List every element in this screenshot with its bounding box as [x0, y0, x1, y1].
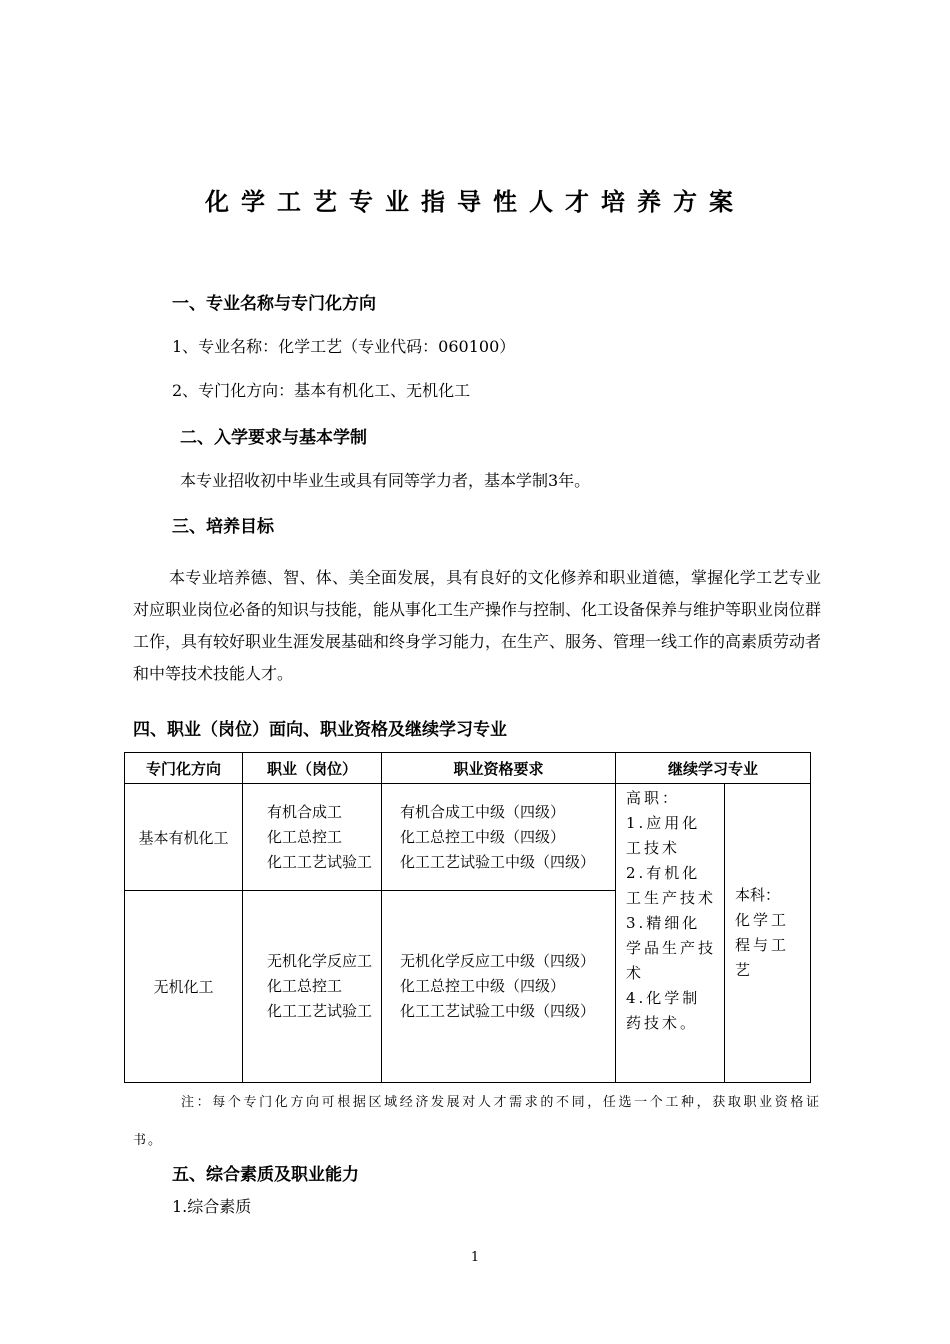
undergrad-major: 化学工程与工艺 [735, 911, 790, 979]
requirement-item: 无机化学反应工中级（四级） [400, 952, 596, 970]
job-item: 有机合成工 [267, 802, 343, 821]
undergrad-cell [725, 784, 811, 1083]
requirement-item: 化工工艺试验工中级（四级） [400, 852, 596, 871]
undergrad-label: 本科： [735, 886, 781, 904]
qualification-table [124, 752, 811, 1083]
requirement-cell [382, 891, 616, 1083]
requirement-cell [382, 784, 616, 891]
job-item: 化工总控工 [267, 977, 343, 995]
header-job: 职业（岗位） [243, 753, 382, 784]
higher-vocational-item: 4.化学制药技术。 [626, 989, 701, 1032]
higher-vocational-item: 1.应用化工技术 [626, 814, 701, 857]
higher-vocational-item: 3.精细化学品生产技术 [626, 914, 717, 982]
higher-vocational-label: 高职： [626, 789, 681, 807]
section-1-item-2: 2、专门化方向：基本有机化工、无机化工 [172, 381, 471, 400]
section-4-heading: 四、职业（岗位）面向、职业资格及继续学习专业 [133, 720, 507, 740]
page-title: 化学工艺专业指导性人才培养方案 [205, 188, 745, 216]
section-2-text: 本专业招收初中毕业生或具有同等学力者，基本学制3年。 [180, 471, 591, 490]
higher-vocational-cell [616, 784, 725, 1083]
header-requirement: 职业资格要求 [382, 753, 616, 784]
requirement-item: 有机合成工中级（四级） [400, 802, 566, 821]
header-continuing: 继续学习专业 [616, 753, 811, 784]
job-cell [243, 891, 382, 1083]
requirement-item: 化工工艺试验工中级（四级） [400, 1002, 596, 1020]
section-2-heading: 二、入学要求与基本学制 [180, 428, 367, 448]
job-cell [243, 784, 382, 891]
direction-cell: 无机化工 [125, 891, 243, 1083]
table-header-row [125, 753, 811, 784]
requirement-item: 化工总控工中级（四级） [400, 827, 566, 846]
section-3-text: 本专业培养德、智、体、美全面发展，具有良好的文化修养和职业道德，掌握化学工艺专业对应职业岗位必备的知识与技能，能从事化工生产操作与控制、化工设备保养与维护等职业岗位群工作，具有较好职业生涯发展基础和终身学习能力，在生产、服务、管理一线工作的高素质劳动者和中等技术技能人才。 [133, 568, 822, 683]
job-item: 无机化学反应工 [267, 952, 373, 970]
higher-vocational-item: 2.有机化工生产技术 [626, 864, 717, 907]
job-item: 化工总控工 [267, 827, 343, 846]
section-5-item-1: 1.综合素质 [172, 1197, 252, 1216]
page-number: 1 [470, 1250, 480, 1265]
requirement-item: 化工总控工中级（四级） [400, 977, 566, 995]
section-1-item-1: 1、专业名称：化学工艺（专业代码：060100） [172, 337, 516, 356]
section-1-heading: 一、专业名称与专门化方向 [172, 294, 376, 314]
job-item: 化工工艺试验工 [267, 852, 373, 871]
header-direction: 专门化方向 [125, 753, 243, 784]
table-row [125, 784, 811, 891]
table-note: 注：每个专门化方向可根据区域经济发展对人才需求的不同，任选一个工种，获取职业资格证书。 [133, 1095, 821, 1148]
direction-cell: 基本有机化工 [125, 784, 243, 891]
section-5-heading: 五、综合素质及职业能力 [172, 1165, 359, 1185]
job-item: 化工工艺试验工 [267, 1002, 373, 1020]
section-3-heading: 三、培养目标 [172, 517, 274, 537]
